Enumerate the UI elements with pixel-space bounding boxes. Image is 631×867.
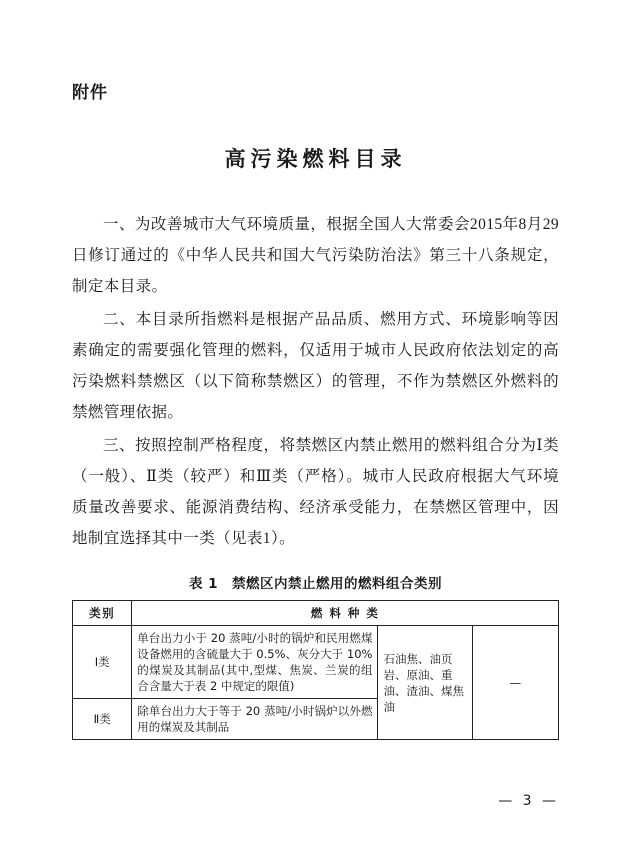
table-cell-category: Ⅰ类	[73, 626, 132, 699]
table-header-fuel-types: 燃 料 种 类	[132, 601, 559, 626]
attachment-label: 附件	[72, 83, 108, 103]
table-cell-description: 单台出力小于 20 蒸吨/小时的锅炉和民用燃煤设备燃用的含硫量大于 0.5%、灰分大于 10%的煤炭及其制品(其中,型煤、焦炭、兰炭的组合含量大于表 2 中规定的限值)	[132, 626, 378, 699]
paragraph-3: 三、按照控制严格程度，将禁燃区内禁止燃用的燃料组合分为Ⅰ类（一般）、Ⅱ类（较严）和Ⅲ类（严格）。城市人民政府根据大气环境质量改善要求、能源消费结构、经济承受能力，在禁燃区管理中，因地制宜选择其中一类（见表1）。	[72, 437, 559, 547]
table-row	[73, 626, 559, 699]
table-cell-dash: —	[472, 626, 558, 740]
table-header-category: 类别	[73, 601, 132, 626]
fuel-category-table	[72, 600, 559, 740]
table-cell-middle: 石油焦、油页岩、原油、重油、渣油、煤焦油	[378, 626, 472, 740]
page-title: 高污染燃料目录	[224, 147, 407, 171]
table-header-row	[73, 601, 559, 626]
page-number: — 3 —	[498, 793, 559, 809]
table-cell-category: Ⅱ类	[73, 699, 132, 740]
paragraph-1: 一、为改善城市大气环境质量，根据全国人大常委会2015年8月29日修订通过的《中华人民共和国大气污染防治法》第三十八条规定，制定本目录。	[72, 216, 559, 295]
table-caption: 表 1 禁燃区内禁止燃用的燃料组合类别	[188, 576, 443, 592]
table-cell-description: 除单台出力大于等于 20 蒸吨/小时锅炉以外燃用的煤炭及其制品	[132, 699, 378, 740]
paragraph-2: 二、本目录所指燃料是根据产品品质、燃用方式、环境影响等因素确定的需要强化管理的燃料，仅适用于城市人民政府依法划定的高污染燃料禁燃区（以下简称禁燃区）的管理，不作为禁燃区外燃料的禁燃管理依据。	[72, 311, 559, 421]
